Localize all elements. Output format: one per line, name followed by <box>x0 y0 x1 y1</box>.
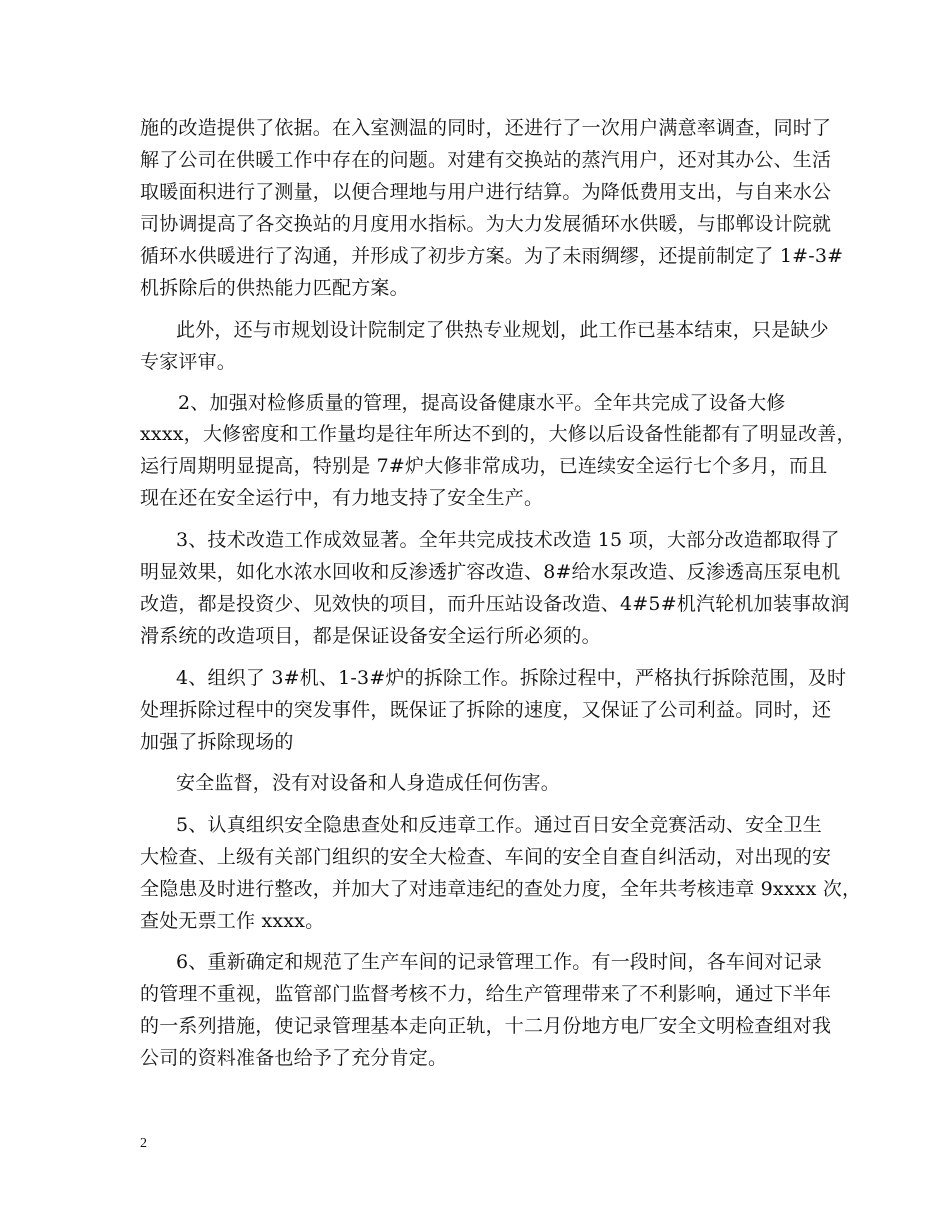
text-line: 全隐患及时进行整改，并加大了对违章违纪的查处力度，全年共考核违章 9xxxx 次， <box>140 878 862 900</box>
text-line: 加强了拆除现场的 <box>140 731 294 753</box>
text-line: 安全监督，没有对设备和人身造成任何伤害。 <box>176 772 561 794</box>
text-line: 大检查、上级有关部门组织的安全大检查、车间的安全自查自纠活动，对出现的安 <box>140 846 832 868</box>
page-number: 2 <box>140 1136 147 1151</box>
text-line: 6、重新确定和规范了生产车间的记录管理工作。有一段时间，各车间对记录 <box>176 951 822 973</box>
text-line: 现在还在安全运行中，有力地支持了安全生产。 <box>140 487 544 509</box>
text-line: 改造，都是投资少、见效快的项目，而升压站设备改造、4#5#机汽轮机加装事故润 <box>140 593 850 615</box>
text-line: 运行周期明显提高，特别是 7#炉大修非常成功，已连续安全运行七个多月，而且 <box>140 455 828 477</box>
text-line: 公司的资料准备也给予了充分肯定。 <box>140 1047 448 1069</box>
text-line: 的一系列措施，使记录管理基本走向正轨，十二月份地方电厂安全文明检查组对我 <box>140 1015 832 1037</box>
text-line: 查处无票工作 xxxx。 <box>140 910 325 932</box>
text-line: 循环水供暖进行了沟通，并形成了初步方案。为了未雨绸缪，还提前制定了 1#-3# <box>140 245 844 267</box>
text-line: 滑系统的改造项目，都是保证设备安全运行所必须的。 <box>140 625 601 647</box>
text-line: 专家评审。 <box>140 351 237 373</box>
text-line: 2、加强对检修质量的管理，提高设备健康水平。全年共完成了设备大修 <box>178 392 786 414</box>
text-line: 明显效果，如化水浓水回收和反渗透扩容改造、8#给水泵改造、反渗透高压泵电机 <box>140 561 841 583</box>
text-line: 司协调提高了各交换站的月度用水指标。为大力发展循环水供暖，与邯郸设计院就 <box>140 213 832 235</box>
text-line: 的管理不重视，监管部门监督考核不力，给生产管理带来了不利影响，通过下半年 <box>140 983 832 1005</box>
text-line: xxxx，大修密度和工作量均是往年所达不到的，大修以后设备性能都有了明显改善， <box>140 423 856 445</box>
text-line: 此外，还与市规划设计院制定了供热专业规划，此工作已基本结束，只是缺少 <box>176 319 829 341</box>
text-line: 3、技术改造工作成效显著。全年共完成技术改造 15 项，大部分改造都取得了 <box>176 529 840 551</box>
text-line: 施的改造提供了依据。在入室测温的同时，还进行了一次用户满意率调查，同时了 <box>140 117 832 139</box>
text-line: 处理拆除过程中的突发事件，既保证了拆除的速度，又保证了公司利益。同时，还 <box>140 699 832 721</box>
text-line: 解了公司在供暖工作中存在的问题。对建有交换站的蒸汽用户，还对其办公、生活 <box>140 149 832 171</box>
text-line: 机拆除后的供热能力匹配方案。 <box>140 277 409 299</box>
text-line: 4、组织了 3#机、1-3#炉的拆除工作。拆除过程中，严格执行拆除范围，及时 <box>176 667 847 689</box>
text-line: 取暖面积进行了测量，以便合理地与用户进行结算。为降低费用支出，与自来水公 <box>140 181 832 203</box>
text-line: 5、认真组织安全隐患查处和反违章工作。通过百日安全竞赛活动、安全卫生 <box>176 814 822 836</box>
